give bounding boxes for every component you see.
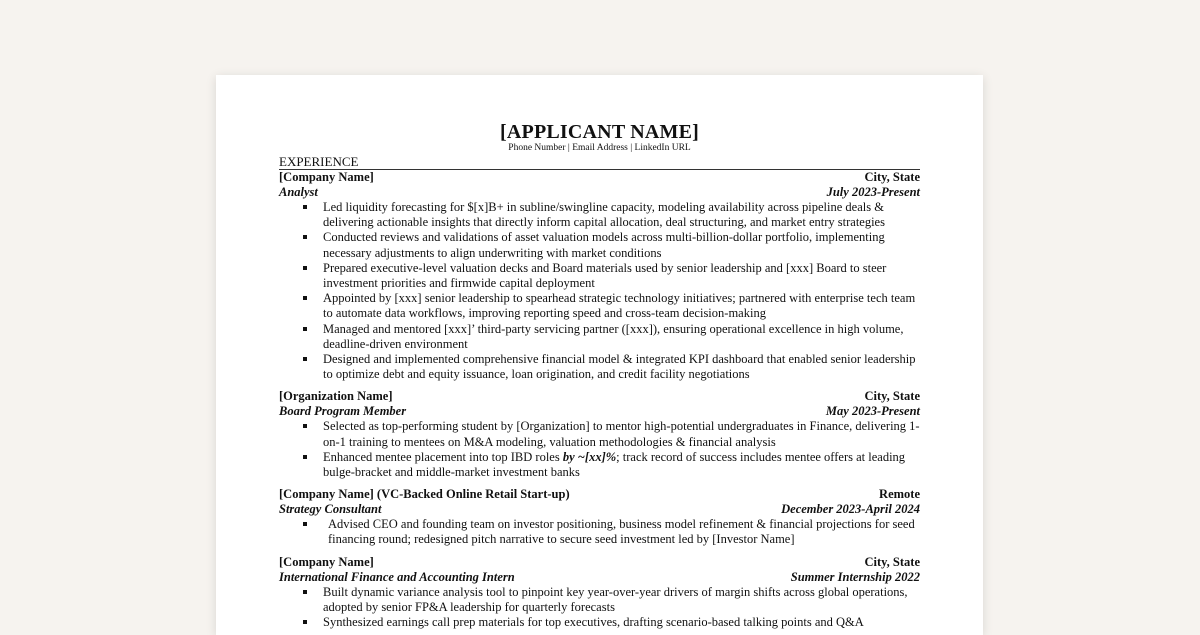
location: City, State: [864, 170, 920, 184]
bullet-item: Designed and implemented comprehensive financial model & integrated KPI dashboard that enabled senior leadership to optimize debt and equity issuance, loan origination, and credit facility negotiations: [323, 352, 920, 382]
bullet-text: ; track record of success includes mentee offers at leading bulge-bracket and middle-market investment banks: [323, 449, 906, 480]
company-name: [Company Name] (VC-Backed Online Retail Start-up): [279, 487, 570, 502]
date-range: Summer Internship 2022: [790, 569, 920, 584]
entry-role-row: [279, 502, 920, 517]
experience-entry: [279, 555, 920, 631]
bullet-item: Prepared executive-level valuation decks and Board materials used by senior leadership and [xxx] Board to steer investment priorities and firmwide capital deployment: [323, 261, 920, 291]
bullet-item: Advised CEO and founding team on investor positioning, business model refinement & financial projections for seed financing round; redesigned pitch narrative to secure seed investment led by [Investor Name]: [328, 517, 920, 547]
section-title-experience: EXPERIENCE: [279, 155, 920, 170]
resume-content: [279, 120, 920, 630]
experience-entry: [279, 487, 920, 547]
entry-role-row: [279, 570, 920, 585]
applicant-name: [APPLICANT NAME]: [500, 121, 699, 143]
bullet-text: Enhanced mentee placement into top IBD roles: [323, 449, 563, 464]
role-title: Strategy Consultant: [279, 502, 382, 517]
bullet-list: [279, 419, 920, 480]
contact-line: Phone Number | Email Address | LinkedIn URL: [508, 143, 691, 153]
bullet-item: [323, 450, 920, 480]
entry-header: [279, 487, 920, 502]
bullet-item: Conducted reviews and validations of asset valuation models across multi-billion-dollar portfolio, implementing necessary adjustments to align underwriting with market conditions: [323, 230, 920, 260]
bullet-list: [279, 585, 920, 631]
role-title: Analyst: [279, 185, 318, 199]
organization-name: [Organization Name]: [279, 389, 393, 404]
bullet-item: Led liquidity forecasting for $[x]B+ in subline/swingline capacity, modeling availability across pipeline deals & delivering actionable insights that directly inform capital allocation, deal structuring, and market entry strategies: [323, 200, 920, 230]
location: Remote: [879, 487, 920, 502]
entry-header: [279, 389, 920, 404]
location: City, State: [864, 389, 920, 404]
bullet-item: Synthesized earnings call prep materials for top executives, drafting scenario-based talking points and Q&A: [323, 615, 920, 630]
role-title: Board Program Member: [279, 404, 407, 419]
bullet-list: [279, 517, 920, 547]
date-range: May 2023-Present: [825, 404, 920, 419]
date-range: July 2023-Present: [826, 185, 920, 199]
experience-entry: [279, 389, 920, 480]
location: City, State: [864, 554, 920, 569]
company-name: [Company Name]: [279, 554, 374, 569]
bullet-list: [279, 200, 920, 382]
entry-header: [279, 170, 920, 185]
date-range: December 2023-April 2024: [781, 502, 920, 517]
bullet-item: Selected as top-performing student by [Organization] to mentor high-potential undergraduates in Finance, delivering 1-on-1 training to mentees on M&A modeling, valuation methodologies & financial analysis: [323, 419, 920, 449]
entry-role-row: [279, 185, 920, 200]
entry-header: [279, 555, 920, 570]
bullet-emphasis: by ~[xx]%: [562, 449, 617, 464]
bullet-item: Managed and mentored [xxx]’ third-party servicing partner ([xxx]), ensuring operational excellence in high volume, deadline-driven environment: [323, 322, 920, 352]
bullet-item: Appointed by [xxx] senior leadership to spearhead strategic technology initiatives; partnered with enterprise tech team to automate data workflows, improving reporting speed and cross-team decision-making: [323, 291, 920, 321]
company-name: [Company Name]: [279, 170, 374, 184]
bullet-item: Built dynamic variance analysis tool to pinpoint key year-over-year drivers of margin shifts across global operations, adopted by senior FP&A leadership for quarterly forecasts: [323, 585, 920, 615]
entry-role-row: [279, 404, 920, 419]
experience-entry: [279, 170, 920, 382]
role-title: International Finance and Accounting Intern: [279, 569, 515, 584]
resume-page: [216, 75, 983, 635]
